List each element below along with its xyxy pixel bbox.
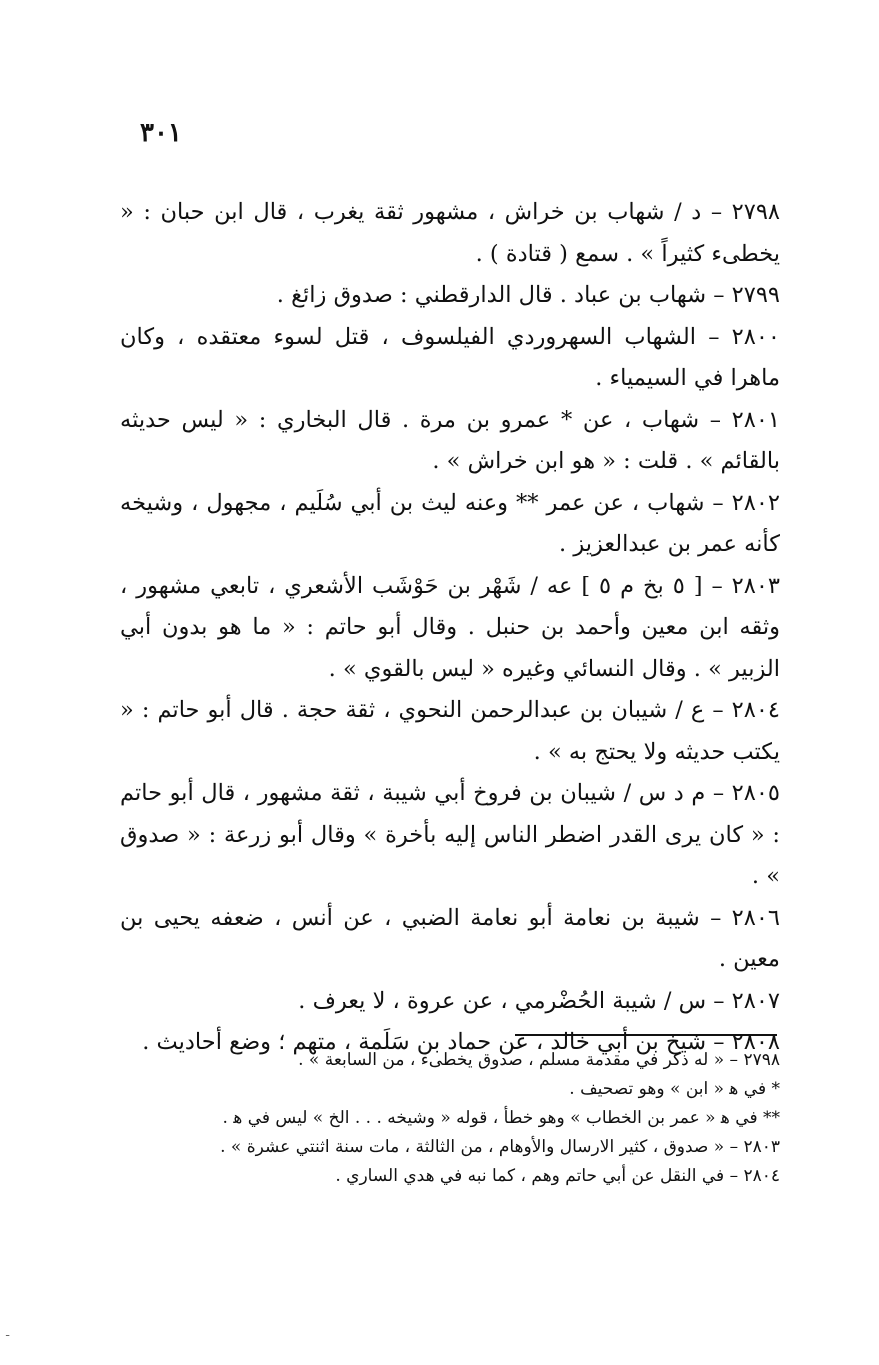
footnote-star: * في ﻫ « ابن » وهو تصحيف .	[569, 1079, 780, 1099]
entry-2799: ٢٧٩٩ – شهاب بن عباد . قال الدارقطني : صدوق زائغ .	[276, 282, 780, 308]
entry-2805: ٢٨٠٥ – م د س / شيبان بن فروخ أبي شيبة ، ثقة مشهور ، قال أبو حاتم : « كان يرى القدر اضطر الناس إليه بأخرة » وقال أبو زرعة : « صدوق » .	[120, 780, 780, 889]
footnote-2803: ٢٨٠٣ – « صدوق ، كثير الارسال والأوهام ، من الثالثة ، مات سنة اثنتي عشرة » .	[220, 1137, 780, 1157]
footnotes	[125, 1046, 780, 1191]
entry-2808: ٢٨٠٨ – شيخ بن أبي خالد ، عن حماد بن سَلَمة ، متهم ؛ وضع أحاديث .	[142, 1029, 780, 1055]
footnote-2804: ٢٨٠٤ – في النقل عن أبي حاتم وهم ، كما نبه في هدي الساري .	[335, 1166, 780, 1186]
entry-2798: ٢٧٩٨ – د / شهاب بن خراش ، مشهور ثقة يغرب ، قال ابن حبان : « يخطىء كثيراً » . سمع ( قتادة ) .	[120, 199, 780, 267]
main-text	[120, 192, 780, 1064]
entry-2800: ٢٨٠٠ – الشهاب السهروردي الفيلسوف ، قتل لسوء معتقده ، وكان ماهرا في السيمياء .	[120, 323, 780, 391]
entry-2806: ٢٨٠٦ – شيبة بن نعامة أبو نعامة الضبي ، عن أنس ، ضعفه يحيى بن معين .	[120, 904, 780, 972]
footnote-2798: ٢٧٩٨ – « له ذكر في مقدمة مسلم ، صدوق يخطىء ، من السابعة » .	[298, 1050, 780, 1070]
entry-2802: ٢٨٠٢ – شهاب ، عن عمر ** وعنه ليث بن أبي سُلَيم ، مجهول ، وشيخه كأنه عمر بن عبدالعزيز .	[120, 489, 780, 557]
footnote-double-star: ** في ﻫ « عمر بن الخطاب » وهو خطأ ، قوله « وشيخه . . . الخ » ليس في ﻫ .	[222, 1108, 780, 1128]
footnote-separator	[515, 1034, 777, 1036]
page-number: ٣٠١	[140, 118, 182, 148]
entry-2804: ٢٨٠٤ – ع / شيبان بن عبدالرحمن النحوي ، ثقة حجة . قال أبو حاتم : « يكتب حديثه ولا يحتج به » .	[120, 697, 780, 765]
entry-2803: ٢٨٠٣ – [ ٥ بخ م ٥ ] عه / شَهْر بن حَوْشَب الأشعري ، تابعي مشهور ، وثقه ابن معين وأحمد بن حنبل . وقال أبو حاتم : « ما هو بدون أبي الزبير » . وقال النسائي وغيره « ليس بالقوي » .	[120, 572, 780, 682]
entry-2801: ٢٨٠١ – شهاب ، عن * عمرو بن مرة . قال البخاري : « ليس حديثه بالقائم » . قلت : « هو ابن خراش » .	[120, 406, 780, 474]
corner-mark: ـ	[6, 1326, 10, 1339]
entry-2807: ٢٨٠٧ – س / شيبة الحُضْرمي ، عن عروة ، لا يعرف .	[298, 987, 780, 1014]
